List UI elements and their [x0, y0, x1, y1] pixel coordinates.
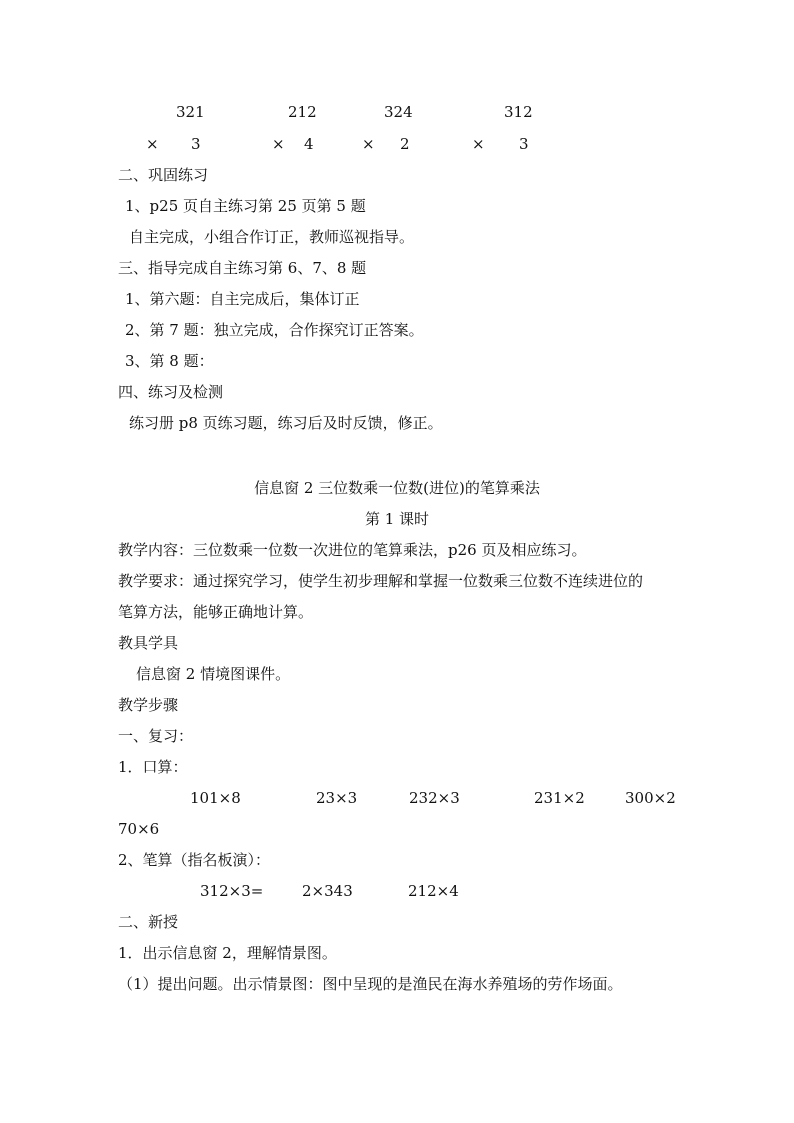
oral-item-6: 70×6 — [118, 820, 160, 838]
problem-4-times-sign: × — [472, 135, 485, 153]
problem-3-multiplicand: 324 — [384, 103, 413, 121]
new-item-1: 1．出示信息窗 2，理解情景图。 — [118, 944, 337, 962]
tools-text: 信息窗 2 情境图课件。 — [136, 665, 291, 683]
new-heading: 二、新授 — [118, 913, 179, 931]
tools-heading: 教具学具 — [118, 634, 179, 652]
oral-item-3: 232×3 — [409, 789, 460, 807]
lesson-content: 教学内容：三位数乘一位数一次进位的笔算乘法，p26 页及相应练习。 — [118, 541, 587, 559]
written-item-3: 212×4 — [408, 882, 459, 900]
problem-1-multiplicand: 321 — [176, 103, 205, 121]
lesson-requirement-line-1: 教学要求：通过探究学习，使学生初步理解和掌握一位数乘三位数不连续进位的 — [118, 572, 644, 590]
written-item-2: 2×343 — [302, 882, 353, 900]
problem-2-times-sign: × — [272, 135, 285, 153]
oral-item-2: 23×3 — [316, 789, 358, 807]
lesson-subtitle: 第 1 课时 — [364, 510, 430, 528]
oral-heading: 1．口算： — [118, 758, 188, 776]
problem-2-multiplier: 4 — [304, 135, 314, 153]
problem-4-multiplier: 3 — [519, 135, 529, 153]
problem-4-multiplicand: 312 — [504, 103, 533, 121]
section-heading-guide: 三、指导完成自主练习第 6、7、8 题 — [118, 259, 367, 277]
written-item-1: 312×3= — [200, 882, 264, 900]
guide-item-3: 3、第 8 题： — [125, 352, 214, 370]
steps-heading: 教学步骤 — [118, 696, 179, 714]
problem-3-multiplier: 2 — [400, 135, 410, 153]
lesson-requirement-line-2: 笔算方法，能够正确地计算。 — [118, 603, 314, 621]
problem-1-times-sign: × — [146, 135, 159, 153]
section-heading-consolidate: 二、巩固练习 — [118, 166, 209, 184]
problem-3-times-sign: × — [362, 135, 375, 153]
section-heading-practice: 四、练习及检测 — [118, 383, 224, 401]
consolidate-item-1: 1、p25 页自主练习第 25 页第 5 题 — [125, 197, 366, 215]
consolidate-item-1-note: 自主完成，小组合作订正，教师巡视指导。 — [129, 228, 415, 246]
problem-2-multiplicand: 212 — [288, 103, 317, 121]
new-item-1-sub: （1）提出问题。出示情景图：图中呈现的是渔民在海水养殖场的劳作场面。 — [118, 975, 623, 993]
practice-note: 练习册 p8 页练习题，练习后及时反馈，修正。 — [129, 414, 443, 432]
guide-item-2: 2、第 7 题：独立完成，合作探究订正答案。 — [125, 321, 424, 339]
guide-item-1: 1、第六题：自主完成后，集体订正 — [125, 290, 360, 308]
lesson-title: 信息窗 2 三位数乘一位数(进位)的笔算乘法 — [254, 479, 540, 497]
oral-item-1: 101×8 — [190, 789, 241, 807]
written-heading: 2、笔算（指名板演）： — [118, 851, 271, 869]
oral-item-4: 231×2 — [534, 789, 585, 807]
oral-item-5: 300×2 — [625, 789, 676, 807]
problem-1-multiplier: 3 — [191, 135, 201, 153]
review-heading: 一、复习： — [118, 727, 194, 745]
